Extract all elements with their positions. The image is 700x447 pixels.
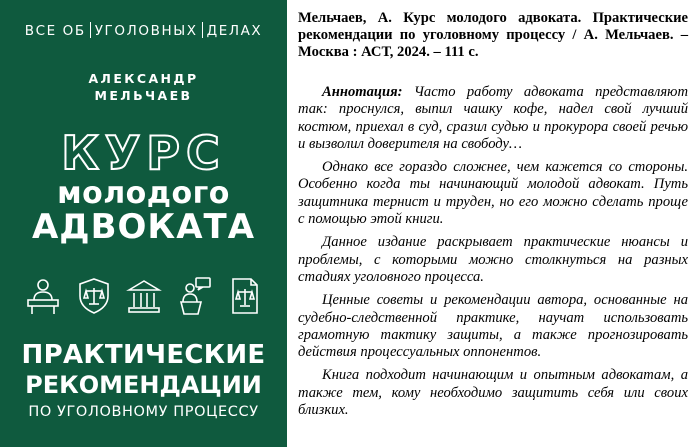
legal-document-scales-icon [226,276,264,316]
title-line2: молодого [57,176,230,211]
cover-icons [24,270,264,316]
series-name [0,22,287,39]
description-paragraph-5: Книга подходит начинающим и опытным адвокатам, а также тем, кому необходимо защитить себя или своих близких. [298,367,688,419]
book-cover [0,0,287,447]
annotation-label: Аннотация: [322,84,403,100]
series-divider [90,22,91,38]
subtitle-line1: ПРАКТИЧЕСКИЕ [21,340,266,370]
title-line1: КУРС [61,126,226,180]
series-part2: УГОЛОВНЫХ [94,23,198,39]
speaker-podium-icon [176,276,214,316]
subtitle-line3: ПО УГОЛОВНОМУ ПРОЦЕССУ [28,404,259,420]
annotation-paragraph [298,84,688,153]
author-first-name: АЛЕКСАНДР [88,71,199,86]
author-last-name: МЕЛЬЧАЕВ [94,88,193,103]
annotation-text: Часто работу адвоката представляют так: проснулся, выпил чашку кофе, надел свой лучший костюм, приехал в суд, сразил судью и прокурора своей речью и вызволил доверителя на свободу… [298,84,688,152]
subtitle-line2: РЕКОМЕНДАЦИИ [25,371,262,399]
lawyer-desk-icon [24,276,62,316]
title-line3: АДВОКАТА [31,207,256,247]
author-name [0,70,287,104]
series-divider [202,22,203,38]
description-paragraph-2: Однако все гораздо сложнее, чем кажется со стороны. Особенно когда ты начинающий молодой адвокат. Путь защитника тернист и труден, но его можно сделать проще с помощью этой книги. [298,159,688,228]
shield-scales-icon [75,276,113,316]
courthouse-icon [125,276,163,316]
bibliographic-record: Мельчаев, А. Курс молодого адвоката. Практические рекомендации по уголовному процессу / А. Мельчаев. – Москва : АСТ, 2024. – 111 с. [298,10,688,60]
book-description [298,10,688,425]
description-paragraph-4: Ценные советы и рекомендации автора, основанные на судебно-следственной практике, научат использовать грамотную тактику защиты, а также прогнозировать действия процессуальных оппонентов. [298,292,688,361]
series-part1: ВСЕ ОБ [24,23,86,39]
description-paragraph-3: Данное издание раскрывает практические нюансы и проблемы, с которыми можно столкнуться на разных стадиях уголовного процесса. [298,234,688,285]
series-part3: ДЕЛАХ [206,23,263,39]
